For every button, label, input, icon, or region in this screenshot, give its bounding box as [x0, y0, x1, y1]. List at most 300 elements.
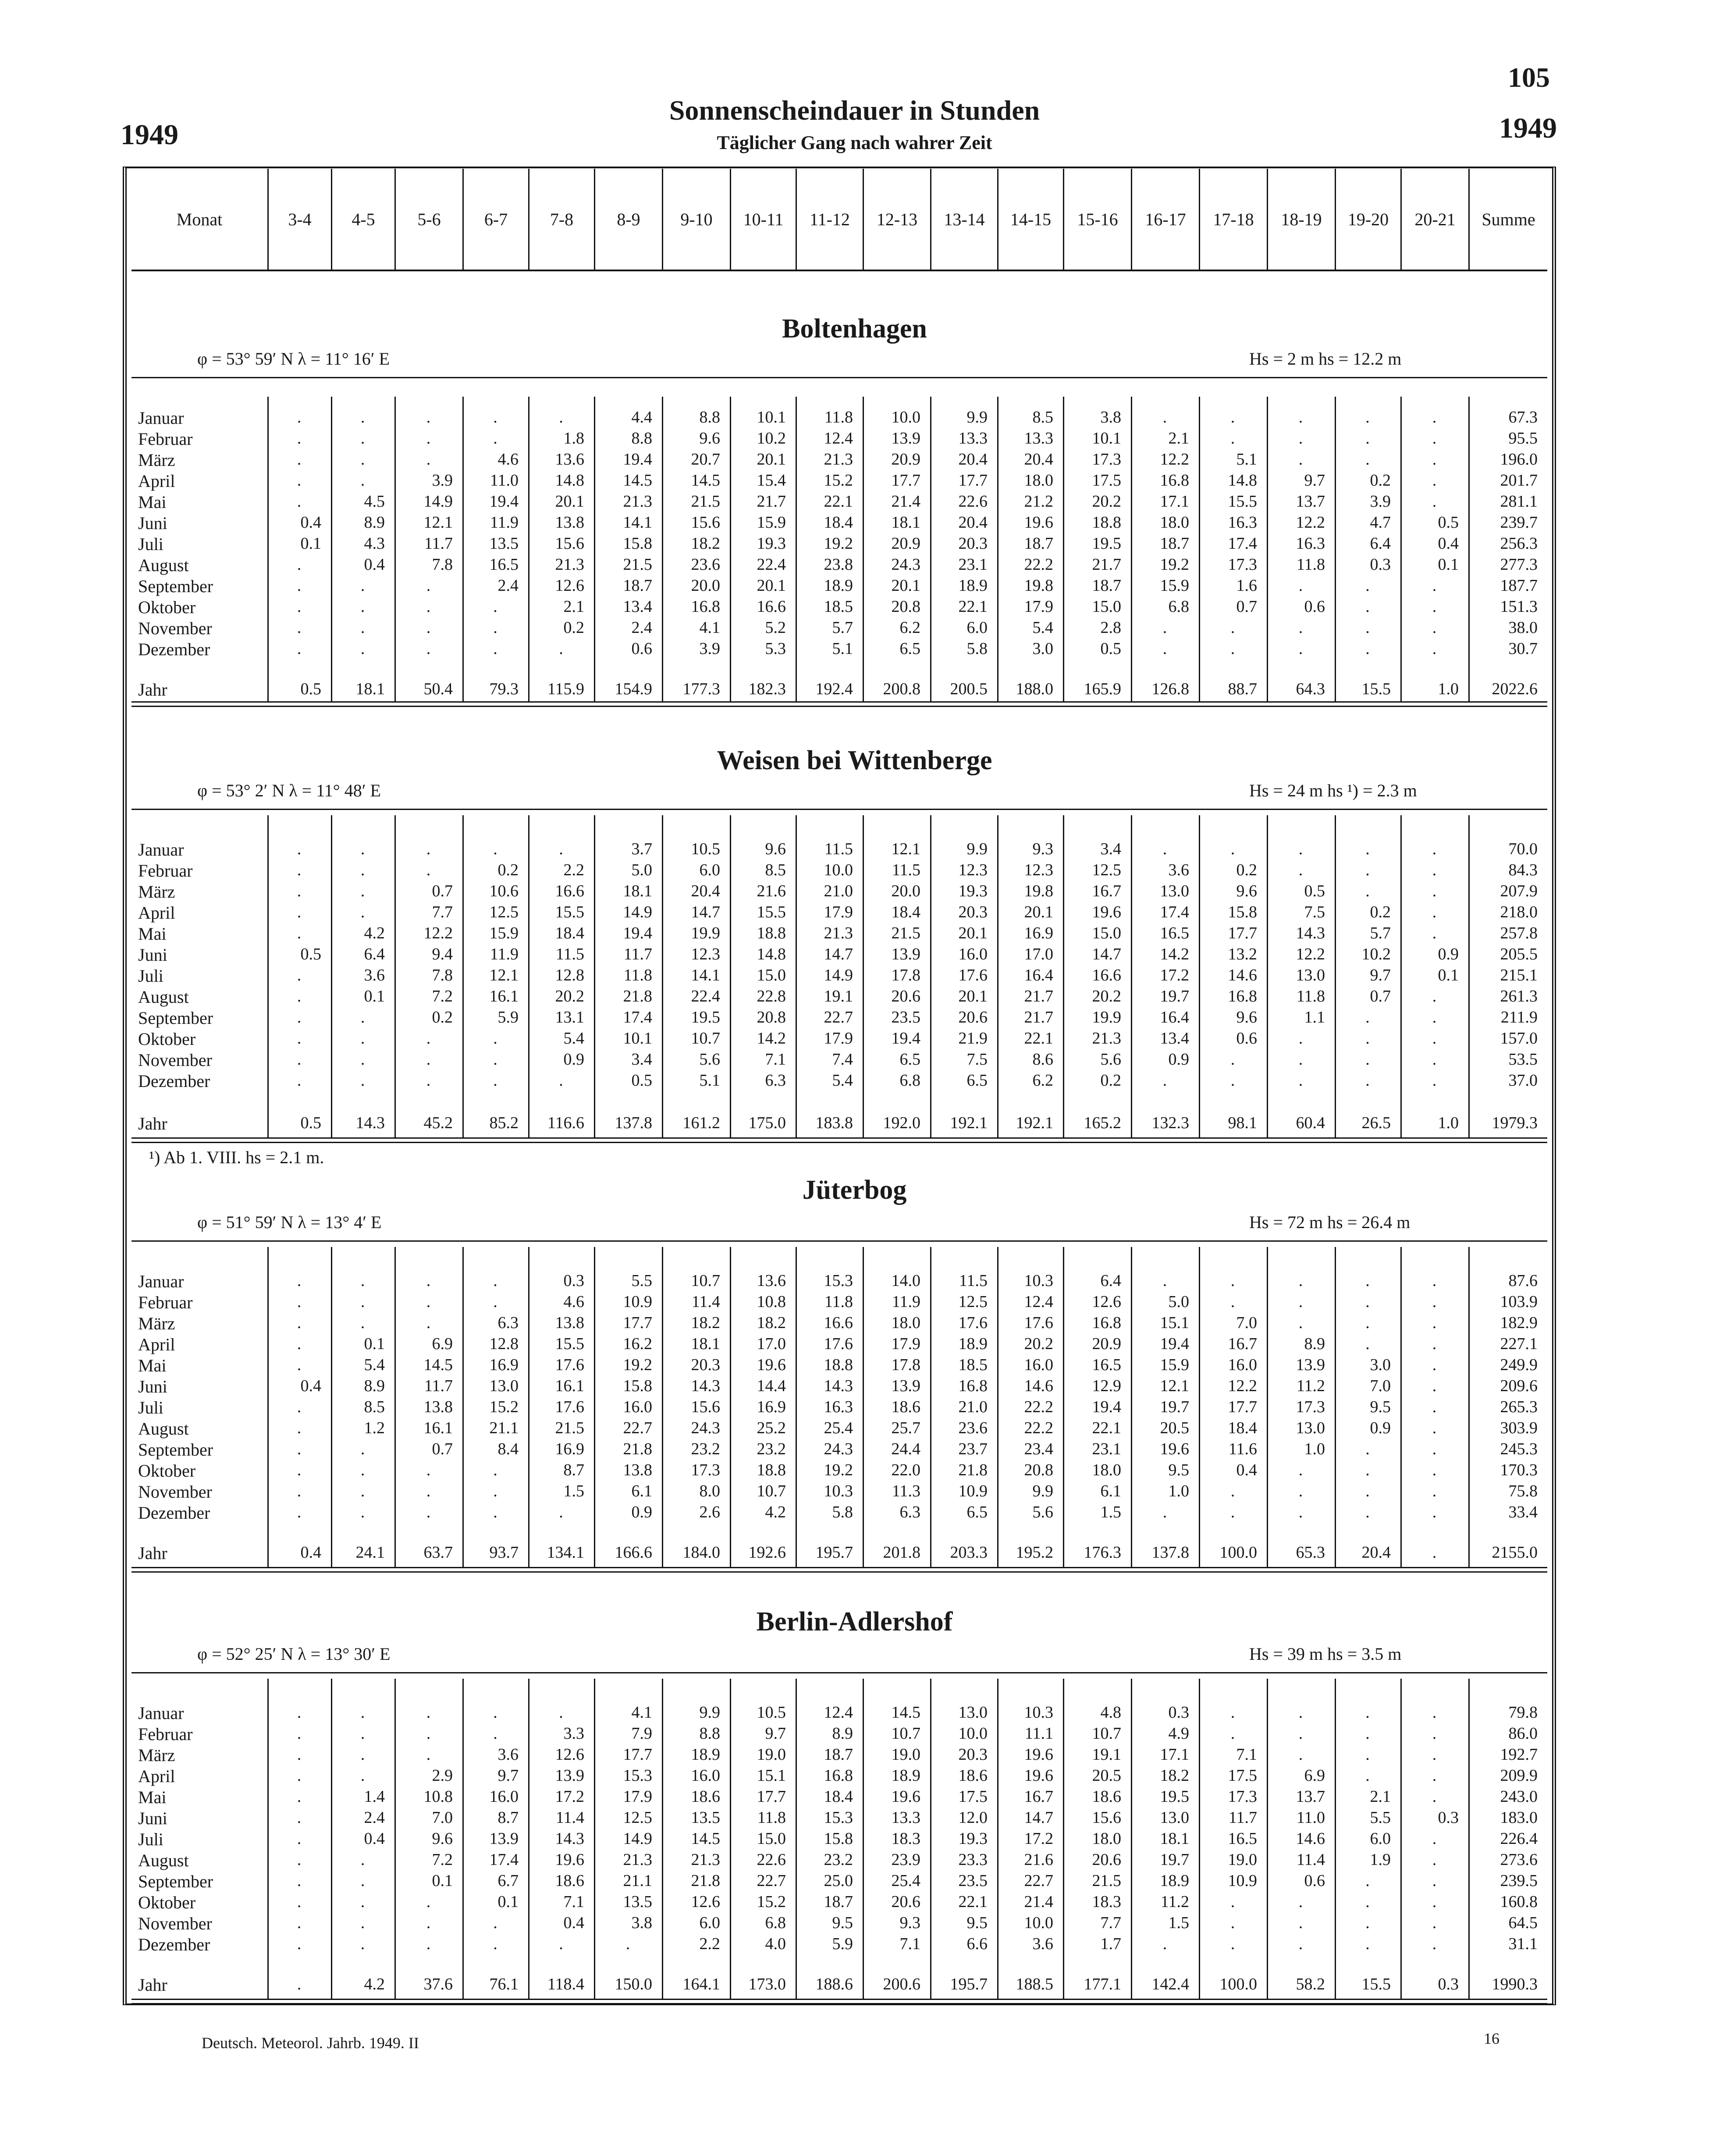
- value-cell: 22.1: [1024, 1029, 1053, 1048]
- value-cell: .: [297, 471, 302, 490]
- sum-cell: 67.3: [1508, 408, 1538, 426]
- value-cell: 1.0: [1438, 1114, 1459, 1132]
- value-cell: 10.3: [1024, 1703, 1053, 1722]
- value-cell: 15.0: [757, 966, 786, 984]
- value-cell: 88.7: [1228, 680, 1257, 698]
- value-cell: 1.4: [364, 1787, 385, 1806]
- value-cell: 15.8: [1228, 903, 1257, 921]
- value-cell: 0.1: [364, 1335, 385, 1353]
- value-cell: 4.8: [1100, 1703, 1121, 1722]
- sum-cell: 182.9: [1500, 1314, 1538, 1332]
- month-row: [131, 1871, 1547, 1892]
- sum-cell: 87.6: [1508, 1272, 1538, 1290]
- value-cell: 23.9: [891, 1851, 920, 1869]
- value-cell: .: [1298, 450, 1303, 469]
- section-rule: [131, 809, 1547, 810]
- value-cell: 21.9: [958, 1029, 988, 1048]
- month-label: Juni: [138, 513, 167, 533]
- station-heights: Hs = 2 m hs = 12.2 m: [1249, 349, 1402, 369]
- month-row: [131, 1397, 1547, 1418]
- value-cell: 0.3: [1168, 1703, 1189, 1722]
- value-cell: .: [297, 1766, 302, 1785]
- value-cell: 19.2: [623, 1356, 652, 1374]
- sum-cell: 84.3: [1508, 861, 1538, 879]
- value-cell: 16.7: [1024, 1787, 1053, 1806]
- value-cell: 3.0: [1370, 1356, 1391, 1374]
- value-cell: 188.0: [1016, 680, 1053, 698]
- month-row: [131, 1703, 1547, 1724]
- value-cell: 19.5: [691, 1008, 720, 1026]
- value-cell: .: [297, 1935, 302, 1953]
- value-cell: 4.3: [364, 534, 385, 553]
- value-cell: 4.0: [765, 1935, 786, 1953]
- value-cell: .: [360, 840, 365, 858]
- value-cell: 2.1: [1370, 1787, 1391, 1806]
- year-total-row: [131, 679, 1547, 700]
- value-cell: 21.7: [1024, 987, 1053, 1005]
- value-cell: 50.4: [423, 680, 453, 698]
- section-rule: [131, 377, 1547, 378]
- value-cell: .: [1230, 639, 1235, 658]
- value-cell: 10.7: [691, 1029, 720, 1048]
- value-cell: .: [1298, 840, 1303, 858]
- value-cell: 19.3: [757, 534, 786, 553]
- month-label: August: [138, 1851, 189, 1870]
- value-cell: 8.9: [364, 513, 385, 532]
- value-cell: 15.3: [824, 1272, 853, 1290]
- value-cell: 16.9: [757, 1398, 786, 1416]
- month-row: [131, 1892, 1547, 1913]
- value-cell: .: [493, 1050, 497, 1069]
- value-cell: .: [1432, 1008, 1437, 1026]
- value-cell: .: [1432, 882, 1437, 900]
- value-cell: 23.6: [958, 1419, 988, 1437]
- value-cell: 14.9: [423, 492, 453, 511]
- value-cell: 9.9: [1032, 1482, 1053, 1500]
- value-cell: .: [493, 1272, 497, 1290]
- sum-cell: 79.8: [1508, 1703, 1538, 1722]
- value-cell: 3.8: [1100, 408, 1121, 426]
- value-cell: 4.4: [631, 408, 652, 426]
- value-cell: 20.7: [691, 450, 720, 469]
- value-cell: 20.3: [958, 534, 988, 553]
- value-cell: .: [493, 1724, 497, 1743]
- value-cell: .: [1365, 1293, 1370, 1311]
- value-cell: 15.3: [623, 1766, 652, 1785]
- value-cell: 23.4: [1024, 1440, 1053, 1458]
- station-title-jüterbog: Jüterbog: [802, 1175, 907, 1205]
- month-row: [131, 1829, 1547, 1850]
- value-cell: 17.5: [1092, 471, 1121, 490]
- value-cell: 165.2: [1084, 1114, 1121, 1132]
- column-header-hour-3: 5-6: [394, 169, 462, 270]
- value-cell: .: [1230, 618, 1235, 637]
- value-cell: 9.5: [1370, 1398, 1391, 1416]
- value-cell: 19.6: [891, 1787, 920, 1806]
- column-header-hour-4: 6-7: [462, 169, 528, 270]
- value-cell: 7.1: [1236, 1745, 1257, 1764]
- value-cell: .: [360, 1745, 365, 1764]
- value-cell: .: [1432, 492, 1437, 511]
- value-cell: 20.4: [1361, 1543, 1391, 1562]
- value-cell: 18.6: [1092, 1787, 1121, 1806]
- value-cell: 24.3: [824, 1440, 853, 1458]
- value-cell: 13.7: [1296, 492, 1325, 511]
- month-label: Oktober: [138, 1029, 196, 1049]
- value-cell: 8.5: [1032, 408, 1053, 426]
- value-cell: 115.9: [547, 680, 584, 698]
- month-row: [131, 534, 1547, 555]
- month-label: November: [138, 1914, 212, 1933]
- value-cell: 6.3: [497, 1314, 519, 1332]
- column-header-row: [131, 169, 1547, 271]
- value-cell: 17.7: [1228, 924, 1257, 942]
- value-cell: 15.2: [489, 1398, 519, 1416]
- value-cell: .: [1432, 1787, 1437, 1806]
- value-cell: 11.5: [555, 945, 584, 963]
- sum-cell: 303.9: [1500, 1419, 1538, 1437]
- year-label: Jahr: [138, 1975, 167, 1995]
- value-cell: 17.4: [489, 1851, 519, 1869]
- value-cell: .: [426, 618, 431, 637]
- month-label: Juli: [138, 534, 163, 554]
- value-cell: 0.3: [1438, 1975, 1459, 1993]
- value-cell: 13.8: [555, 1314, 584, 1332]
- value-cell: 8.7: [497, 1808, 519, 1827]
- value-cell: 5.4: [832, 1071, 853, 1090]
- month-label: September: [138, 1008, 213, 1028]
- month-label: Februar: [138, 1724, 193, 1744]
- value-cell: 19.0: [891, 1745, 920, 1764]
- value-cell: .: [1162, 639, 1167, 658]
- value-cell: 4.1: [699, 618, 720, 637]
- value-cell: 14.6: [1296, 1829, 1325, 1848]
- value-cell: 15.4: [757, 471, 786, 490]
- footnote: ¹) Ab 1. VIII. hs = 2.1 m.: [149, 1147, 324, 1167]
- value-cell: 13.4: [623, 597, 652, 616]
- value-cell: 1.5: [1100, 1503, 1121, 1521]
- sum-cell: 160.8: [1500, 1893, 1538, 1911]
- value-cell: 15.1: [757, 1766, 786, 1785]
- sum-cell: 170.3: [1500, 1461, 1538, 1479]
- value-cell: 14.5: [891, 1703, 920, 1722]
- value-cell: 0.1: [364, 987, 385, 1005]
- value-cell: 5.3: [765, 639, 786, 658]
- value-cell: 200.6: [883, 1975, 920, 1993]
- station-coordinates: φ = 51° 59′ N λ = 13° 4′ E: [197, 1212, 382, 1232]
- station-heights: Hs = 72 m hs = 26.4 m: [1249, 1212, 1411, 1232]
- value-cell: .: [426, 1314, 431, 1332]
- value-cell: 18.0: [1092, 1461, 1121, 1479]
- value-cell: 0.9: [631, 1503, 652, 1521]
- station-table-jüterbog: [131, 1247, 1547, 1567]
- value-cell: .: [1432, 1029, 1437, 1048]
- value-cell: 0.3: [1370, 555, 1391, 574]
- value-cell: 6.8: [1168, 597, 1189, 616]
- value-cell: .: [360, 1503, 365, 1521]
- month-row: [131, 923, 1547, 945]
- value-cell: 18.6: [555, 1872, 584, 1890]
- sum-cell: 215.1: [1500, 966, 1538, 984]
- value-cell: 25.7: [891, 1419, 920, 1437]
- value-cell: .: [360, 1008, 365, 1026]
- value-cell: 98.1: [1228, 1114, 1257, 1132]
- month-label: Mai: [138, 924, 167, 944]
- value-cell: 12.1: [1160, 1377, 1189, 1395]
- station-heights: Hs = 39 m hs = 3.5 m: [1249, 1644, 1402, 1664]
- value-cell: 2.2: [563, 861, 584, 879]
- value-cell: .: [297, 1356, 302, 1374]
- value-cell: 132.3: [1151, 1114, 1189, 1132]
- value-cell: 3.9: [699, 639, 720, 658]
- value-cell: 16.3: [1296, 534, 1325, 553]
- month-label: März: [138, 882, 175, 902]
- value-cell: 192.1: [950, 1114, 988, 1132]
- value-cell: 0.6: [1304, 1872, 1325, 1890]
- value-cell: .: [1298, 1050, 1303, 1069]
- value-cell: 6.0: [1370, 1829, 1391, 1848]
- value-cell: 22.0: [891, 1461, 920, 1479]
- value-cell: .: [1432, 1935, 1437, 1953]
- value-cell: 6.0: [966, 618, 988, 637]
- value-cell: 19.9: [1092, 1008, 1121, 1026]
- value-cell: 14.7: [691, 903, 720, 921]
- value-cell: 11.7: [1228, 1808, 1257, 1827]
- value-cell: 5.0: [631, 861, 652, 879]
- value-cell: .: [1432, 618, 1437, 637]
- value-cell: .: [1432, 1766, 1437, 1785]
- value-cell: 2.2: [699, 1935, 720, 1953]
- value-cell: .: [1432, 861, 1437, 879]
- value-cell: .: [360, 1766, 365, 1785]
- value-cell: .: [1230, 1724, 1235, 1743]
- value-cell: .: [559, 1503, 563, 1521]
- value-cell: 13.0: [1296, 1419, 1325, 1437]
- value-cell: .: [1230, 1935, 1235, 1953]
- value-cell: 21.7: [1024, 1008, 1053, 1026]
- sum-cell: 207.9: [1500, 882, 1538, 900]
- value-cell: 19.6: [555, 1851, 584, 1869]
- sum-cell: 30.7: [1508, 639, 1538, 658]
- value-cell: .: [1230, 1050, 1235, 1069]
- value-cell: 18.9: [1160, 1872, 1189, 1890]
- value-cell: 8.4: [497, 1440, 519, 1458]
- month-label: Dezember: [138, 1935, 210, 1954]
- month-row: [131, 1050, 1547, 1071]
- value-cell: 17.3: [1228, 1787, 1257, 1806]
- value-cell: .: [1298, 1482, 1303, 1500]
- value-cell: 13.3: [958, 429, 988, 448]
- value-cell: 7.5: [1304, 903, 1325, 921]
- value-cell: 12.9: [1092, 1377, 1121, 1395]
- value-cell: 15.1: [1160, 1314, 1189, 1332]
- month-row: [131, 1292, 1547, 1313]
- value-cell: 12.1: [423, 513, 453, 532]
- value-cell: .: [1230, 1272, 1235, 1290]
- value-cell: 4.1: [631, 1703, 652, 1722]
- value-cell: .: [360, 450, 365, 469]
- value-cell: 22.2: [1024, 555, 1053, 574]
- sum-cell: 239.5: [1500, 1872, 1538, 1890]
- value-cell: .: [297, 1008, 302, 1026]
- value-cell: 11.5: [892, 861, 920, 879]
- month-row: [131, 1418, 1547, 1439]
- value-cell: 16.1: [423, 1419, 453, 1437]
- value-cell: 21.1: [623, 1872, 652, 1890]
- value-cell: 17.1: [1160, 1745, 1189, 1764]
- value-cell: 6.7: [497, 1872, 519, 1890]
- value-cell: .: [1230, 1914, 1235, 1932]
- value-cell: 14.8: [1228, 471, 1257, 490]
- value-cell: 15.5: [555, 903, 584, 921]
- value-cell: 19.3: [958, 1829, 988, 1848]
- value-cell: 5.5: [1370, 1808, 1391, 1827]
- month-label: Mai: [138, 1356, 167, 1375]
- value-cell: 18.5: [824, 597, 853, 616]
- month-label: September: [138, 1872, 213, 1891]
- column-header-hour-15: 17-18: [1199, 169, 1267, 270]
- value-cell: 15.3: [824, 1808, 853, 1827]
- value-cell: 16.0: [1228, 1356, 1257, 1374]
- value-cell: 13.9: [489, 1829, 519, 1848]
- value-cell: .: [1298, 1893, 1303, 1911]
- value-cell: .: [1432, 987, 1437, 1005]
- value-cell: .: [360, 1914, 365, 1932]
- value-cell: .: [426, 1050, 431, 1069]
- value-cell: 13.0: [1160, 882, 1189, 900]
- value-cell: 5.8: [832, 1503, 853, 1521]
- value-cell: 116.6: [547, 1114, 584, 1132]
- value-cell: 201.8: [883, 1543, 920, 1562]
- value-cell: 19.4: [1092, 1398, 1121, 1416]
- value-cell: .: [360, 408, 365, 426]
- value-cell: 177.1: [1084, 1975, 1121, 1993]
- value-cell: 15.6: [691, 513, 720, 532]
- value-cell: 161.2: [682, 1114, 720, 1132]
- value-cell: 8.5: [765, 861, 786, 879]
- month-row: [131, 945, 1547, 966]
- value-cell: 18.0: [1024, 471, 1053, 490]
- value-cell: 10.0: [824, 861, 853, 879]
- value-cell: 18.1: [623, 882, 652, 900]
- value-cell: .: [297, 1829, 302, 1848]
- value-cell: .: [360, 1461, 365, 1479]
- value-cell: 10.1: [623, 1029, 652, 1048]
- value-cell: .: [297, 1872, 302, 1890]
- value-cell: .: [1432, 408, 1437, 426]
- month-label: Dezember: [138, 1071, 210, 1091]
- value-cell: 14.5: [623, 471, 652, 490]
- value-cell: 21.8: [958, 1461, 988, 1479]
- value-cell: 24.4: [891, 1440, 920, 1458]
- value-cell: 0.2: [1100, 1071, 1121, 1090]
- value-cell: .: [1365, 1008, 1370, 1026]
- value-cell: .: [297, 924, 302, 942]
- value-cell: .: [360, 882, 365, 900]
- value-cell: 14.3: [555, 1829, 584, 1848]
- value-cell: .: [1230, 429, 1235, 448]
- value-cell: .: [297, 408, 302, 426]
- value-cell: .: [297, 597, 302, 616]
- value-cell: 5.1: [1236, 450, 1257, 469]
- value-cell: 21.1: [489, 1419, 519, 1437]
- value-cell: 192.4: [815, 680, 853, 698]
- value-cell: .: [297, 1482, 302, 1500]
- value-cell: 16.5: [489, 555, 519, 574]
- value-cell: 200.8: [883, 680, 920, 698]
- month-label: Oktober: [138, 597, 196, 617]
- value-cell: 0.5: [300, 945, 321, 963]
- section-rule: [131, 1672, 1547, 1673]
- value-cell: .: [1432, 1071, 1437, 1090]
- value-cell: 16.6: [1092, 966, 1121, 984]
- month-row: [131, 987, 1547, 1008]
- value-cell: 23.2: [757, 1440, 786, 1458]
- value-cell: 200.5: [950, 680, 988, 698]
- value-cell: 12.3: [691, 945, 720, 963]
- value-cell: 20.9: [891, 450, 920, 469]
- value-cell: 18.7: [824, 1893, 853, 1911]
- value-cell: 17.7: [623, 1745, 652, 1764]
- value-cell: 16.4: [1160, 1008, 1189, 1026]
- value-cell: 14.9: [824, 966, 853, 984]
- sum-cell: 183.0: [1500, 1808, 1538, 1827]
- value-cell: 13.3: [1024, 429, 1053, 448]
- column-header-hour-8: 10-11: [730, 169, 796, 270]
- value-cell: 6.0: [699, 861, 720, 879]
- value-cell: 14.3: [691, 1377, 720, 1395]
- value-cell: .: [297, 429, 302, 448]
- value-cell: .: [1298, 408, 1303, 426]
- value-cell: 18.2: [757, 1314, 786, 1332]
- value-cell: 2.4: [631, 618, 652, 637]
- value-cell: 19.2: [824, 534, 853, 553]
- value-cell: 22.8: [757, 987, 786, 1005]
- sum-cell: 227.1: [1500, 1335, 1538, 1353]
- value-cell: 20.4: [691, 882, 720, 900]
- value-cell: 17.4: [1160, 903, 1189, 921]
- month-row: [131, 1071, 1547, 1092]
- value-cell: 8.0: [699, 1482, 720, 1500]
- month-row: [131, 1481, 1547, 1502]
- value-cell: 15.5: [757, 903, 786, 921]
- value-cell: 126.8: [1151, 680, 1189, 698]
- sum-cell: 205.5: [1500, 945, 1538, 963]
- value-cell: .: [297, 882, 302, 900]
- value-cell: 14.9: [623, 903, 652, 921]
- value-cell: 21.0: [824, 882, 853, 900]
- value-cell: .: [360, 1724, 365, 1743]
- value-cell: 12.5: [489, 903, 519, 921]
- value-cell: 14.2: [757, 1029, 786, 1048]
- value-cell: 9.7: [1304, 471, 1325, 490]
- value-cell: 14.2: [1160, 945, 1189, 963]
- value-cell: 25.4: [891, 1872, 920, 1890]
- page-number: 105: [1508, 62, 1550, 93]
- value-cell: 14.5: [423, 1356, 453, 1374]
- value-cell: 8.9: [832, 1724, 853, 1743]
- value-cell: 23.3: [958, 1851, 988, 1869]
- value-cell: 12.5: [623, 1808, 652, 1827]
- month-row: [131, 1334, 1547, 1355]
- value-cell: .: [493, 840, 497, 858]
- value-cell: .: [1230, 1293, 1235, 1311]
- section-bottom-rule: [131, 1999, 1547, 2000]
- column-header-hour-13: 15-16: [1063, 169, 1131, 270]
- value-cell: .: [1298, 1461, 1303, 1479]
- value-cell: .: [1365, 1071, 1370, 1090]
- value-cell: 79.3: [489, 680, 519, 698]
